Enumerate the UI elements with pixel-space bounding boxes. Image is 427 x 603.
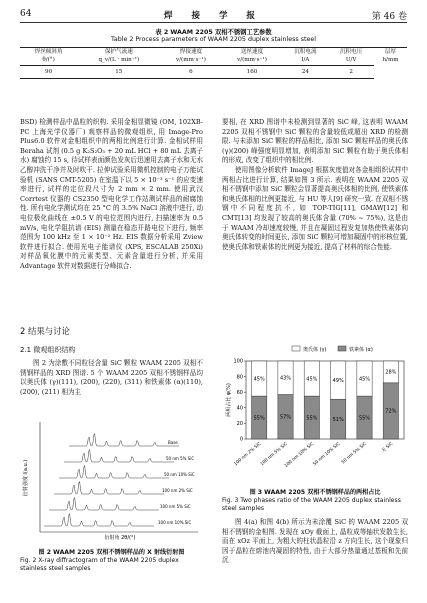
table-header-cell: 沉积电流 I/A xyxy=(283,48,329,66)
header-rule xyxy=(20,22,407,23)
legend-swatch xyxy=(338,346,346,351)
left-column-text xyxy=(20,118,203,272)
y-axis-label: 两相占比 φ(%) xyxy=(226,383,232,417)
left-column-text-2 xyxy=(20,359,203,397)
xrd-x-label: 衍射角 2θ/(°) xyxy=(104,535,136,540)
figure2-caption xyxy=(20,549,203,574)
bar-label-ferrite: 72% xyxy=(385,408,397,415)
y-tick-label: 80 xyxy=(236,374,243,381)
bar-label-austenite: 49% xyxy=(332,377,344,384)
y-tick-label: 40 xyxy=(236,405,243,412)
figure2-caption-cn: 图 2 WAAM 2205 双相不锈钢样品的 X 射线衍射图 xyxy=(38,549,185,556)
x-tick-label: 100 nm 5% SiC xyxy=(259,441,289,468)
xrd-trace xyxy=(54,482,164,495)
x-tick-label: 50 nm 10% SiC xyxy=(312,441,342,468)
bar-label-austenite: 45% xyxy=(306,376,318,383)
xrd-trace xyxy=(44,514,154,527)
table-header-cell: 保护气流速 q_v/(L · min⁻¹) xyxy=(77,48,160,66)
table-caption-en: Table 2 Process parameters of WAAM 2205 duplex stainless steel xyxy=(111,36,316,43)
table-cell: 90 xyxy=(20,66,77,79)
table-header-cell: 层厚 h/mm xyxy=(374,48,407,66)
bar-label-ferrite: 55% xyxy=(253,415,265,422)
legend-label: 奥氏体 (γ) xyxy=(303,347,327,353)
body-paragraph: 图 4(a) 和图 4(b) 所示为未涂覆 SiC 的 WAAM 2205 双相不锈钢的金相图. 发现在 xOy 截面上, 晶粒成等轴状发散生长, 而在 xOz 平面上, 为粗大的柱状晶粒沿 z 方向生长, 这个现象归因于晶粒在熔池内凝固的特性, 由于大部分热量通过基板和先前沉 xyxy=(222,518,408,565)
bar-label-ferrite: 51% xyxy=(332,416,344,423)
table-header-row xyxy=(20,48,407,66)
body-paragraph: 使用图像分析软件 ImageJ 根据灰度值对各金相组织试样中两相占比进行计算, 结果如图 3 所示. 表明在 WAAM 2205 双相不锈钢中添加 SiC 颗粒会显著提高奥氏体相的比例, 使铁素体和奥氏体相的比例更接近, 与 HU 等人[9] 研究一致. 在双相不锈钢中不同程度抗不, 如 TOP-TIG[11], GMAW[12] 和 CMT[13] 均发现了较高的奥氏体含量 (70% ~ 75%), 这是由于 WAAM 冷却速度较慢, 并且在凝固过程发复加热使铁素体向奥氏体转变的时间更长, 添加 SiC 颗粒可增加凝固中的形核位置, 使奥氏体和铁素体的比例更为接近, 提高了材料的综合性能. xyxy=(222,165,408,251)
xrd-trace xyxy=(49,498,159,511)
phase-ratio-chart xyxy=(222,343,408,475)
table-header-cell: 沉积电压 U/V xyxy=(328,48,374,66)
table-caption-cn: 表 2 WAAM 2205 双相不锈钢工艺参数 xyxy=(155,29,272,36)
x-tick-label: 无 SiC xyxy=(381,441,395,454)
xrd-trace-label: 50 nm 10% SiC xyxy=(164,472,195,477)
right-column-text-2 xyxy=(222,518,408,566)
figure2-caption-en: Fig. 2 X-ray diffractogram of the WAAM 2205 duplex stainless steel samples xyxy=(20,557,179,573)
table-row xyxy=(20,66,407,79)
section-heading: 2 结果与讨论 xyxy=(20,326,70,336)
figure3-caption xyxy=(222,489,408,514)
xrd-trace-label: Base xyxy=(168,440,178,445)
right-column-text xyxy=(222,118,408,252)
body-paragraph: BSD) 检测样品中晶粒的织构. 采用金相显微镜 (OM, 102XB-PC 上海光学仪器厂) 观察样品的微观组织, 用 Image-Pro Plus6.0 软件对金相组织中的两相比例进行计算. 金相试样用 Beraha 试剂 (0.5 g K₂S₂O₅ + 20 mL HCl + 80 mL 去离子水) 腐蚀约 15 s, 待试样表面颜色发灰后迅速用去离子水和无水乙醇冲洗干净并及时吹干. 拉伸试验采用微机控制的电子万能试验机 (SANS CMT-5205) 在室温下以 5 × 10⁻³ s⁻¹ 的应变速率进行, 试样的定位段尺寸为 2 mm × 2 mm. 使用武汉 Corrtest 仪器的 CS2350 型电化学工作站测试样品的耐腐蚀性. 所有电化学测试均在 25 °C 的 3.5% NaCl 溶液中进行, 动电位极化曲线在 ±0.5 V 的电位范围内进行, 扫描速率为 0.5 mV/s, 电化学阻抗谱 (EIS) 测量在稳态开路电位下进行, 频率范围为 100 kHz 至 1 × 10⁻² Hz. EIS 数据分析采用 Zview 软件进行拟合. 使用光电子能谱仪 (XPS, ESCALAB 250Xi) 对样品氧化膜中的元素类型、元素含量进行分析, 并采用 Advantage 软件对数据进行分峰拟合. xyxy=(20,118,203,270)
xrd-trace-label: 100 nm 2% SiC xyxy=(162,488,193,493)
y-tick-label: 0 xyxy=(239,436,243,443)
process-parameters-table xyxy=(20,47,407,79)
table-cell: 160 xyxy=(221,66,282,79)
volume-label: 第 46 卷 xyxy=(371,12,407,22)
body-paragraph: 要相, 在 XRD 图谱中未检测到显著的 SiC 峰, 这表明 WAAM 2205 双相不锈钢中 SiC 颗粒的含量较低或超出 XRD 的检测限. 与未添加 SiC 颗粒的样品相比, 添加 SiC 颗粒样品的奥氏体 (γ)(200) 峰强度明显增加, 表明添加 SiC 颗粒有助于奥氏体相的形成, 改变了组织中的相比例. xyxy=(222,118,408,165)
xrd-trace-label: 100 nm 5% SiC xyxy=(160,504,191,509)
legend-label: 铁素体 (α) xyxy=(349,347,373,353)
xrd-figure xyxy=(20,418,203,540)
figure3-caption-cn: 图 3 WAAM 2205 双相不锈钢样品的两相占比 xyxy=(249,489,381,496)
table-header-cell: 焊接速度 v/(mm·s⁻¹) xyxy=(160,48,221,66)
table-header-cell: 焊丝倾斜角 θ/(°) xyxy=(20,48,77,66)
bar-label-austenite: 43% xyxy=(279,375,292,382)
xrd-trace xyxy=(69,434,179,447)
table-cell: 2 xyxy=(328,66,374,79)
table-cell: 15 xyxy=(77,66,160,79)
y-tick-label: 100 xyxy=(233,358,243,365)
plot-frame xyxy=(246,361,404,439)
table-cell: 24 xyxy=(283,66,329,79)
subsection-heading: 2.1 微观组织结构 xyxy=(20,346,76,354)
page-number: 64 xyxy=(20,9,32,19)
y-tick-label: 60 xyxy=(236,389,243,396)
bar-label-austenite: 28% xyxy=(385,369,397,376)
xrd-trace-label: 50 nm 5% SiC xyxy=(166,456,195,461)
bar-label-ferrite: 57% xyxy=(279,414,292,421)
xrd-trace xyxy=(64,450,174,463)
xrd-trace-label: 100 nm 10% SiC xyxy=(158,520,192,525)
body-paragraph: 图 2 为涂敷不同粒径含量 SiC 颗粒 WAAM 2205 双相不锈钢样品的 XRD 图谱. 5 个 WAAM 2205 双相不锈钢样品均以奥氏体 (γ)(111), (200), (220), (311) 和铁素体 (α)(110), (200), (211) 相为主 xyxy=(20,359,203,396)
bar-label-ferrite: 55% xyxy=(358,415,371,422)
table-cell: 6 xyxy=(160,66,221,79)
bar-label-ferrite: 55% xyxy=(306,415,318,422)
running-header xyxy=(20,9,407,23)
bar-label-austenite: 45% xyxy=(358,376,371,383)
x-tick-label: 100 nm 2% SiC xyxy=(233,441,263,468)
table-header-cell: 送丝速度 v/(mm·s⁻¹) xyxy=(221,48,282,66)
xrd-y-label: 衍射强度 I(a.u.) xyxy=(23,459,29,497)
bar-label-austenite: 45% xyxy=(253,376,265,383)
y-tick-label: 20 xyxy=(236,421,243,428)
x-tick-label: 50 nm 5% SiC xyxy=(340,441,368,466)
journal-title: 焊 接 学 报 xyxy=(164,11,263,21)
xrd-trace xyxy=(59,466,169,479)
legend-swatch xyxy=(292,346,300,351)
x-tick-label: 100 nm 10% SiC xyxy=(283,441,316,469)
figure3-caption-en: Fig. 3 Two phases ratio of the WAAM 2205 duplex stainless steel samples xyxy=(222,497,401,513)
